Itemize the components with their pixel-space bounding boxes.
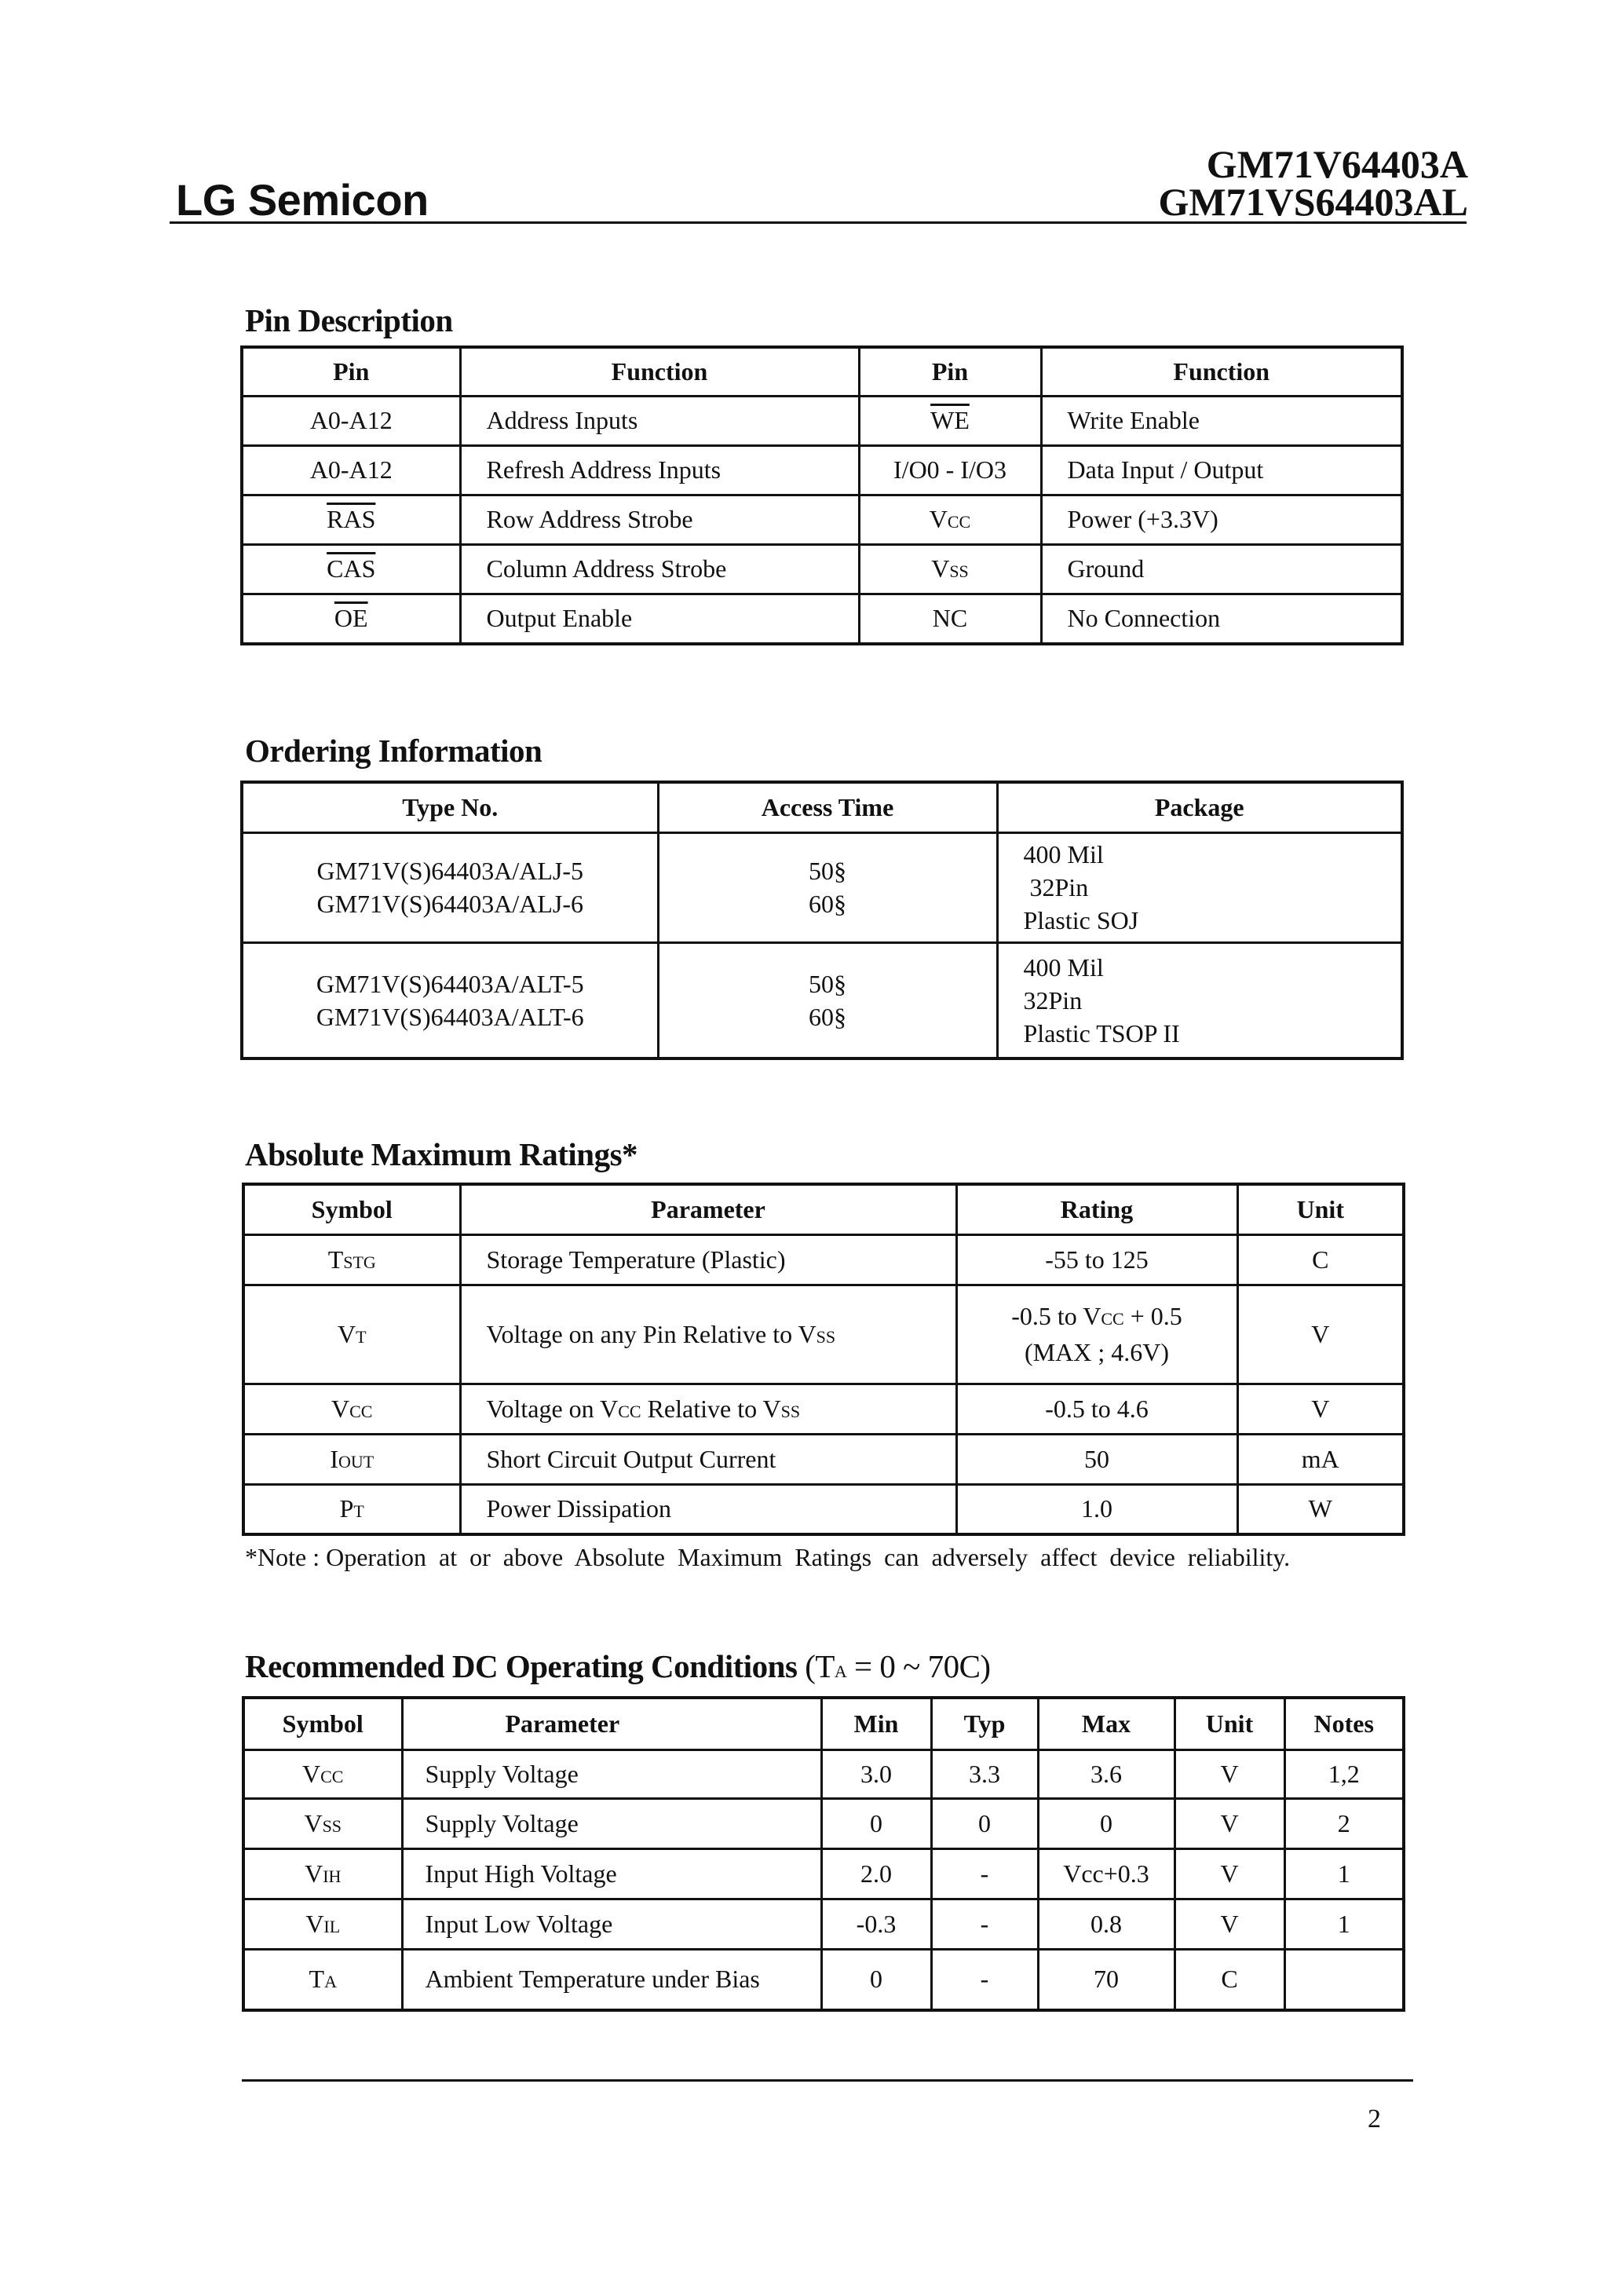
table-header-row	[243, 1698, 1404, 1749]
recommended-dc-table	[242, 1696, 1405, 2012]
unit-cell: V	[1174, 1798, 1284, 1848]
max-cell: 0.8	[1038, 1899, 1174, 1949]
unit-cell: C	[1237, 1234, 1404, 1285]
min-cell: 3.0	[821, 1749, 931, 1798]
function-cell: Output Enable	[460, 594, 859, 644]
rating-cell: -0.5 to VCC + 0.5 (MAX ; 4.6V)	[956, 1285, 1237, 1384]
pin-cell: $\overline{CAS}$	[242, 544, 460, 594]
symbol-cell: VSS	[243, 1798, 402, 1848]
brand-logo-text: LG Semicon	[176, 175, 429, 225]
header-function: Function	[460, 347, 859, 396]
unit-cell: V	[1237, 1285, 1404, 1384]
pin-cell: VSS	[859, 544, 1041, 594]
table-row	[243, 1434, 1404, 1484]
pin-cell: $\overline{WE}$	[859, 396, 1041, 445]
table-row	[243, 1848, 1404, 1899]
rating-cell: -0.5 to 4.6	[956, 1384, 1237, 1434]
footer-divider	[242, 2079, 1413, 2082]
header-symbol: Symbol	[243, 1184, 460, 1234]
parameter-cell: Storage Temperature (Plastic)	[460, 1234, 956, 1285]
table-row	[242, 396, 1402, 445]
ratings-footnote: *Note : Operation at or above Absolute Maximum Ratings can adversely affect device reliability.	[245, 1543, 1291, 1571]
unit-cell: V	[1174, 1899, 1284, 1949]
typ-cell: 3.3	[931, 1749, 1038, 1798]
table-row	[243, 1234, 1404, 1285]
notes-cell: 1,2	[1284, 1749, 1404, 1798]
pin-description-title: Pin Description	[245, 302, 453, 338]
header-unit: Unit	[1174, 1698, 1284, 1749]
symbol-cell: VIL	[243, 1899, 402, 1949]
typ-cell: -	[931, 1949, 1038, 2010]
table-row	[242, 445, 1402, 495]
header-max: Max	[1038, 1698, 1174, 1749]
parameter-cell: Input Low Voltage	[402, 1899, 821, 1949]
rating-cell: 50	[956, 1434, 1237, 1484]
package-cell: 400 Mil 32Pin Plastic TSOP II	[997, 942, 1402, 1058]
notes-cell: 1	[1284, 1899, 1404, 1949]
symbol-cell: PT	[243, 1484, 460, 1534]
min-cell: -0.3	[821, 1899, 931, 1949]
header-min: Min	[821, 1698, 931, 1749]
parameter-cell: Ambient Temperature under Bias	[402, 1949, 821, 2010]
table-row	[243, 1285, 1404, 1384]
pin-cell: $\overline{RAS}$	[242, 495, 460, 544]
type-no-cell: GM71V(S)64403A/ALJ-5 GM71V(S)64403A/ALJ-6	[242, 832, 658, 942]
pin-cell: NC	[859, 594, 1041, 644]
table-row	[243, 1899, 1404, 1949]
pin-description-table	[240, 345, 1404, 645]
parameter-cell: Power Dissipation	[460, 1484, 956, 1534]
header-parameter: Parameter	[402, 1698, 821, 1749]
pin-cell: A0-A12	[242, 396, 460, 445]
header-symbol: Symbol	[243, 1698, 402, 1749]
header-rating: Rating	[956, 1184, 1237, 1234]
unit-cell: mA	[1237, 1434, 1404, 1484]
function-cell: No Connection	[1041, 594, 1402, 644]
pin-cell: I/O0 - I/O3	[859, 445, 1041, 495]
header-divider	[170, 221, 1467, 224]
max-cell: Vcc+0.3	[1038, 1848, 1174, 1899]
notes-cell: 2	[1284, 1798, 1404, 1848]
max-cell: 70	[1038, 1949, 1174, 2010]
part-number-1: GM71V64403A	[1206, 142, 1468, 186]
function-cell: Ground	[1041, 544, 1402, 594]
notes-cell: 1	[1284, 1848, 1404, 1899]
header-function: Function	[1041, 347, 1402, 396]
function-cell: Column Address Strobe	[460, 544, 859, 594]
header-typ: Typ	[931, 1698, 1038, 1749]
header-access-time: Access Time	[658, 782, 997, 832]
table-row	[242, 495, 1402, 544]
table-row	[242, 544, 1402, 594]
pin-cell: $\overline{OE}$	[242, 594, 460, 644]
header-package: Package	[997, 782, 1402, 832]
table-header-row	[242, 782, 1402, 832]
table-row	[243, 1949, 1404, 2010]
header-notes: Notes	[1284, 1698, 1404, 1749]
symbol-cell: TSTG	[243, 1234, 460, 1285]
table-row	[242, 832, 1402, 942]
symbol-cell: IOUT	[243, 1434, 460, 1484]
min-cell: 0	[821, 1949, 931, 2010]
typ-cell: -	[931, 1899, 1038, 1949]
symbol-cell: TA	[243, 1949, 402, 2010]
ordering-information-table	[240, 781, 1404, 1060]
symbol-cell: VIH	[243, 1848, 402, 1899]
unit-cell: V	[1174, 1848, 1284, 1899]
pin-cell: VCC	[859, 495, 1041, 544]
typ-cell: 0	[931, 1798, 1038, 1848]
header-pin: Pin	[242, 347, 460, 396]
function-cell: Data Input / Output	[1041, 445, 1402, 495]
min-cell: 2.0	[821, 1848, 931, 1899]
symbol-cell: VT	[243, 1285, 460, 1384]
table-header-row	[242, 347, 1402, 396]
function-cell: Address Inputs	[460, 396, 859, 445]
parameter-cell: Voltage on any Pin Relative to VSS	[460, 1285, 956, 1384]
function-cell: Row Address Strobe	[460, 495, 859, 544]
unit-cell: C	[1174, 1949, 1284, 2010]
absolute-maximum-ratings-table	[242, 1183, 1405, 1536]
parameter-cell: Short Circuit Output Current	[460, 1434, 956, 1484]
symbol-cell: VCC	[243, 1384, 460, 1434]
package-cell: 400 Mil 32Pin Plastic SOJ	[997, 832, 1402, 942]
max-cell: 0	[1038, 1798, 1174, 1848]
table-row	[243, 1798, 1404, 1848]
notes-cell	[1284, 1949, 1404, 2010]
function-cell: Write Enable	[1041, 396, 1402, 445]
header-pin: Pin	[859, 347, 1041, 396]
header-parameter: Parameter	[460, 1184, 956, 1234]
min-cell: 0	[821, 1798, 931, 1848]
table-header-row	[243, 1184, 1404, 1234]
unit-cell: W	[1237, 1484, 1404, 1534]
rating-cell: -55 to 125	[956, 1234, 1237, 1285]
page-number: 2	[1368, 2104, 1381, 2133]
parameter-cell: Supply Voltage	[402, 1798, 821, 1848]
recommended-dc-title: Recommended DC Operating Conditions (TA = 0 ~ 70C)	[245, 1648, 991, 1684]
symbol-cell: VCC	[243, 1749, 402, 1798]
table-row	[242, 594, 1402, 644]
parameter-cell: Supply Voltage	[402, 1749, 821, 1798]
table-row	[243, 1749, 1404, 1798]
access-time-cell: 50§ 60§	[658, 832, 997, 942]
parameter-cell: Input High Voltage	[402, 1848, 821, 1899]
parameter-cell: Voltage on VCC Relative to VSS	[460, 1384, 956, 1434]
table-row	[243, 1384, 1404, 1434]
table-row	[242, 942, 1402, 1058]
absolute-maximum-ratings-title: Absolute Maximum Ratings*	[245, 1136, 638, 1172]
rating-cell: 1.0	[956, 1484, 1237, 1534]
unit-cell: V	[1237, 1384, 1404, 1434]
pin-cell: A0-A12	[242, 445, 460, 495]
access-time-cell: 50§ 60§	[658, 942, 997, 1058]
ordering-information-title: Ordering Information	[245, 733, 542, 769]
type-no-cell: GM71V(S)64403A/ALT-5 GM71V(S)64403A/ALT-6	[242, 942, 658, 1058]
typ-cell: -	[931, 1848, 1038, 1899]
function-cell: Power (+3.3V)	[1041, 495, 1402, 544]
header-type-no: Type No.	[242, 782, 658, 832]
table-row	[243, 1484, 1404, 1534]
max-cell: 3.6	[1038, 1749, 1174, 1798]
header-unit: Unit	[1237, 1184, 1404, 1234]
unit-cell: V	[1174, 1749, 1284, 1798]
function-cell: Refresh Address Inputs	[460, 445, 859, 495]
part-number-2: GM71VS64403AL	[1158, 180, 1468, 224]
